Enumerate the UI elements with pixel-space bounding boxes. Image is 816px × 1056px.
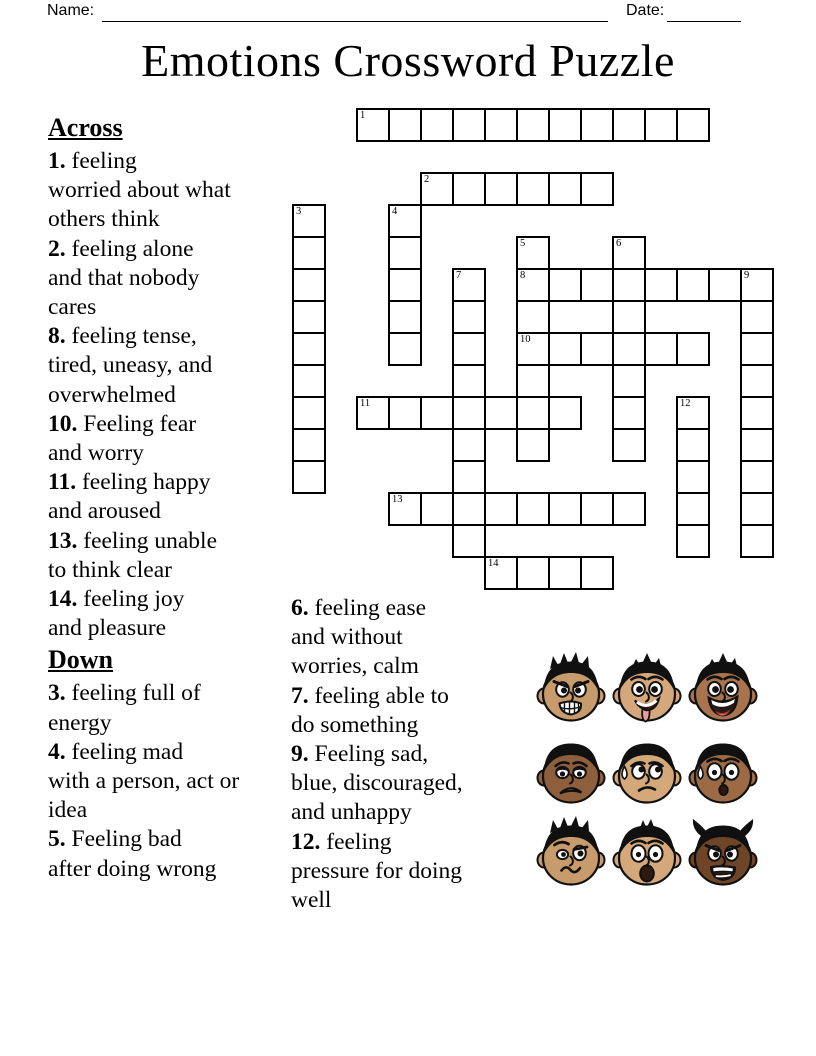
- down-clues-list-left: [48, 679, 310, 883]
- grid-cell-r5c8[interactable]: [548, 268, 582, 302]
- grid-cell-r12c10[interactable]: [612, 492, 646, 526]
- grid-cell-r5c12[interactable]: [676, 268, 710, 302]
- face-scared-icon: [685, 733, 761, 815]
- grid-cell-r11c12[interactable]: [676, 460, 710, 494]
- grid-cell-r9c10[interactable]: [612, 396, 646, 430]
- clues-column-right: [291, 594, 525, 915]
- clue-down-5: 5. Feeling bad after doing wrong: [48, 826, 217, 882]
- grid-cell-r9c14[interactable]: [740, 396, 774, 430]
- grid-cell-r4c7[interactable]: [516, 236, 550, 270]
- grid-clue-number: 9: [744, 270, 750, 281]
- grid-cell-r5c10[interactable]: [612, 268, 646, 302]
- grid-cell-r0c3[interactable]: [388, 108, 422, 142]
- date-label: Date:: [626, 2, 665, 19]
- down-heading: Down: [48, 645, 114, 675]
- clue-across-8: 8. feeling tense, tired, uneasy, and overwhelmed: [48, 323, 213, 408]
- grid-cell-r0c12[interactable]: [676, 108, 710, 142]
- grid-cell-r8c5[interactable]: [452, 364, 486, 398]
- grid-cell-r9c8[interactable]: [548, 396, 582, 430]
- grid-cell-r9c5[interactable]: [452, 396, 486, 430]
- grid-cell-r12c8[interactable]: [548, 492, 582, 526]
- grid-cell-r0c7[interactable]: [516, 108, 550, 142]
- grid-cell-r13c12[interactable]: [676, 524, 710, 558]
- grid-cell-r9c2[interactable]: [356, 396, 390, 430]
- grid-cell-r12c9[interactable]: [580, 492, 614, 526]
- grid-cell-r9c12[interactable]: [676, 396, 710, 430]
- grid-cell-r10c12[interactable]: [676, 428, 710, 462]
- grid-cell-r0c4[interactable]: [420, 108, 454, 142]
- grid-cell-r0c10[interactable]: [612, 108, 646, 142]
- grid-cell-r0c6[interactable]: [484, 108, 518, 142]
- down-clues-list-right: [291, 594, 525, 915]
- grid-cell-r7c12[interactable]: [676, 332, 710, 366]
- grid-cell-r9c7[interactable]: [516, 396, 550, 430]
- clue-across-10: 10. Feeling fear and worry: [48, 410, 197, 467]
- grid-cell-r7c9[interactable]: [580, 332, 614, 366]
- grid-cell-r0c2[interactable]: [356, 108, 390, 142]
- grid-cell-r7c7[interactable]: [516, 332, 550, 366]
- face-furious-icon: [685, 815, 761, 897]
- grid-clue-number: 13: [392, 494, 403, 505]
- face-worried-icon: [609, 733, 685, 815]
- grid-clue-number: 12: [680, 398, 691, 409]
- face-silly-icon: [609, 651, 685, 733]
- grid-cell-r6c14[interactable]: [740, 300, 774, 334]
- crossword-grid: [292, 108, 778, 594]
- grid-cell-r10c14[interactable]: [740, 428, 774, 462]
- name-input-line[interactable]: [102, 3, 608, 22]
- grid-cell-r0c9[interactable]: [580, 108, 614, 142]
- grid-cell-r2c5[interactable]: [452, 172, 486, 206]
- clue-across-13: 13. feeling unable to think clear: [48, 527, 218, 583]
- grid-cell-r14c8[interactable]: [548, 556, 582, 590]
- grid-cell-r2c4[interactable]: [420, 172, 454, 206]
- grid-clue-number: 5: [520, 238, 526, 249]
- clue-down-12: 12. feeling pressure for doing well: [291, 828, 462, 914]
- grid-cell-r10c5[interactable]: [452, 428, 486, 462]
- grid-cell-r10c7[interactable]: [516, 428, 550, 462]
- grid-cell-r5c11[interactable]: [644, 268, 678, 302]
- grid-cell-r3c3[interactable]: [388, 204, 422, 238]
- grid-clue-number: 4: [392, 206, 398, 217]
- grid-clue-number: 7: [456, 270, 462, 281]
- face-angry-icon: [533, 651, 609, 733]
- face-shocked-icon: [609, 815, 685, 897]
- grid-cell-r5c9[interactable]: [580, 268, 614, 302]
- clue-down-4: 4. feeling mad with a person, act or idea: [48, 738, 240, 824]
- grid-cell-r8c7[interactable]: [516, 364, 550, 398]
- grid-cell-r0c5[interactable]: [452, 108, 486, 142]
- grid-clue-number: 6: [616, 238, 622, 249]
- grid-cell-r14c9[interactable]: [580, 556, 614, 590]
- grid-cell-r13c14[interactable]: [740, 524, 774, 558]
- grid-cell-r14c6[interactable]: [484, 556, 518, 590]
- grid-cell-r5c7[interactable]: [516, 268, 550, 302]
- grid-cell-r7c11[interactable]: [644, 332, 678, 366]
- clue-across-14: 14. feeling joy and pleasure: [48, 586, 185, 642]
- grid-cell-r12c5[interactable]: [452, 492, 486, 526]
- across-clues-list: [48, 147, 310, 643]
- face-sad-icon: [533, 733, 609, 815]
- grid-cell-r0c11[interactable]: [644, 108, 678, 142]
- grid-cell-r5c13[interactable]: [708, 268, 742, 302]
- grid-cell-r7c3[interactable]: [388, 332, 422, 366]
- grid-cell-r2c6[interactable]: [484, 172, 518, 206]
- across-heading: Across: [48, 113, 123, 142]
- clue-across-1: 1. feeling worried about what others think: [48, 148, 231, 233]
- grid-cell-r4c3[interactable]: [388, 236, 422, 270]
- grid-cell-r13c5[interactable]: [452, 524, 486, 558]
- grid-cell-r12c12[interactable]: [676, 492, 710, 526]
- grid-cell-r0c8[interactable]: [548, 108, 582, 142]
- face-laughing-icon: [685, 651, 761, 733]
- grid-clue-number: 14: [488, 558, 499, 569]
- grid-cell-r12c14[interactable]: [740, 492, 774, 526]
- grid-cell-r5c3[interactable]: [388, 268, 422, 302]
- date-input-line[interactable]: [667, 3, 741, 22]
- grid-cell-r6c3[interactable]: [388, 300, 422, 334]
- grid-cell-r10c10[interactable]: [612, 428, 646, 462]
- clues-column-left: [48, 111, 310, 884]
- grid-cell-r14c7[interactable]: [516, 556, 550, 590]
- clue-across-11: 11. feeling happy and aroused: [48, 469, 211, 525]
- grid-cell-r2c7[interactable]: [516, 172, 550, 206]
- clue-down-3: 3. feeling full of energy: [48, 680, 201, 736]
- grid-clue-number: 1: [360, 110, 366, 121]
- clue-across-2: 2. feeling alone and that nobody cares: [48, 235, 200, 321]
- grid-cell-r2c9[interactable]: [580, 172, 614, 206]
- grid-clue-number: 3: [296, 206, 302, 217]
- grid-cell-r8c10[interactable]: [612, 364, 646, 398]
- grid-cell-r7c5[interactable]: [452, 332, 486, 366]
- grid-cell-r6c10[interactable]: [612, 300, 646, 334]
- grid-cell-r11c14[interactable]: [740, 460, 774, 494]
- emotion-faces-grid: [533, 651, 761, 897]
- grid-cell-r12c3[interactable]: [388, 492, 422, 526]
- grid-cell-r5c5[interactable]: [452, 268, 486, 302]
- grid-cell-r9c4[interactable]: [420, 396, 454, 430]
- grid-clue-number: 8: [520, 270, 526, 281]
- grid-clue-number: 2: [424, 174, 430, 185]
- grid-cell-r12c4[interactable]: [420, 492, 454, 526]
- grid-cell-r5c14[interactable]: [740, 268, 774, 302]
- grid-cell-r9c3[interactable]: [388, 396, 422, 430]
- grid-cell-r9c6[interactable]: [484, 396, 518, 430]
- page-title: Emotions Crossword Puzzle: [141, 35, 675, 86]
- grid-cell-r6c7[interactable]: [516, 300, 550, 334]
- clue-down-7: 7. feeling able to do something: [291, 682, 449, 738]
- grid-cell-r11c5[interactable]: [452, 460, 486, 494]
- grid-cell-r6c5[interactable]: [452, 300, 486, 334]
- clue-down-6: 6. feeling ease and without worries, calm: [291, 595, 427, 680]
- grid-clue-number: 11: [360, 398, 371, 409]
- grid-cell-r7c8[interactable]: [548, 332, 582, 366]
- grid-cell-r2c8[interactable]: [548, 172, 582, 206]
- grid-clue-number: 10: [520, 334, 531, 345]
- face-annoyed-icon: [533, 815, 609, 897]
- grid-cell-r12c7[interactable]: [516, 492, 550, 526]
- grid-cell-r12c6[interactable]: [484, 492, 518, 526]
- clue-down-9: 9. Feeling sad, blue, discouraged, and unhappy: [291, 741, 463, 826]
- name-label: Name:: [47, 2, 95, 19]
- grid-cell-r4c10[interactable]: [612, 236, 646, 270]
- grid-cell-r8c14[interactable]: [740, 364, 774, 398]
- grid-cell-r7c10[interactable]: [612, 332, 646, 366]
- grid-cell-r7c14[interactable]: [740, 332, 774, 366]
